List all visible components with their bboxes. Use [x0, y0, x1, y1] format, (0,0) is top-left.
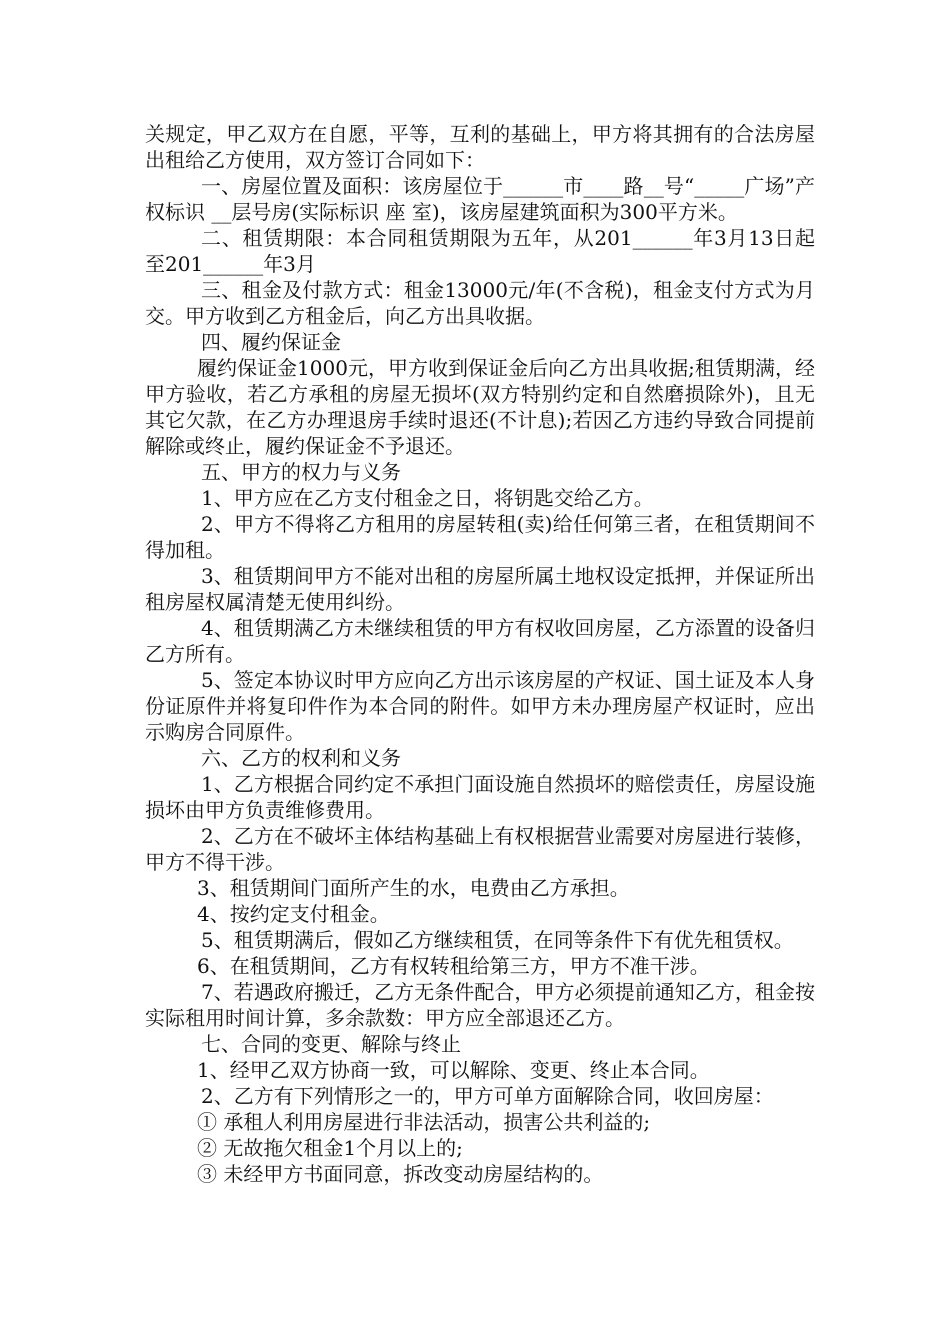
clause-6-item-5: 5、租赁期满后，假如乙方继续租赁，在同等条件下有优先租赁权。: [201, 928, 794, 952]
clause-6-heading: 六、乙方的权利和义务: [201, 746, 401, 770]
paragraph-intro: 关规定，甲乙双方在自愿，平等，互利的基础上，甲方将其拥有的合法房屋出租给乙方使用，双方签订合同如下：: [145, 122, 815, 172]
clause-7-sub-3: ③ 未经甲方书面同意，拆改变动房屋结构的。: [197, 1162, 604, 1186]
clause-7-item-2: 2、乙方有下列情形之一的，甲方可单方面解除合同，收回房屋：: [201, 1084, 774, 1108]
clause-5-item-3: 3、租赁期间甲方不能对出租的房屋所属土地权设定抵押，并保证所出租房屋权属清楚无使用纠纷。: [145, 564, 815, 614]
clause-5-heading: 五、甲方的权力与义务: [201, 460, 401, 484]
clause-7-sub-2: ② 无故拖欠租金1个月以上的;: [197, 1136, 463, 1160]
clause-6-item-3: 3、租赁期间门面所产生的水，电费由乙方承担。: [197, 876, 630, 900]
clause-5-item-2: 2、甲方不得将乙方租用的房屋转租(卖)给任何第三者，在租赁期间不得加租。: [145, 512, 815, 562]
clause-2-lease-term: 二、租赁期限：本合同租赁期限为五年，从201______年3月13日起至201______年3月: [145, 226, 815, 276]
clause-5-item-1: 1、甲方应在乙方支付租金之日，将钥匙交给乙方。: [201, 486, 654, 510]
clause-5-item-5: 5、签定本协议时甲方应向乙方出示该房屋的产权证、国土证及本人身份证原件并将复印件作为本合同的附件。如甲方未办理房屋产权证时，应出示购房合同原件。: [145, 668, 815, 744]
clause-6-item-4: 4、按约定支付租金。: [197, 902, 390, 926]
clause-6-item-6: 6、在租赁期间，乙方有权转租给第三方，甲方不准干涉。: [197, 954, 710, 978]
clause-1-location-area: 一、房屋位置及面积：该房屋位于______市____路__号“_____广场”产权标识 __层号房(实际标识 座 室)，该房屋建筑面积为300平方米。: [145, 174, 815, 224]
clause-7-item-1: 1、经甲乙双方协商一致，可以解除、变更、终止本合同。: [197, 1058, 710, 1082]
clause-5-item-4: 4、租赁期满乙方未继续租赁的甲方有权收回房屋，乙方添置的设备归乙方所有。: [145, 616, 815, 666]
clause-6-item-1: 1、乙方根据合同约定不承担门面设施自然损坏的赔偿责任，房屋设施损坏由甲方负责维修费用。: [145, 772, 815, 822]
clause-4-deposit: 履约保证金1000元，甲方收到保证金后向乙方出具收据;租赁期满，经甲方验收，若乙方承租的房屋无损坏(双方特别约定和自然磨损除外)，且无其它欠款，在乙方办理退房手续时退还(不计息);若因乙方违约导致合同提前解除或终止，履约保证金不予退还。: [145, 356, 815, 458]
clause-7-sub-1: ① 承租人利用房屋进行非法活动，损害公共利益的;: [197, 1110, 651, 1134]
clause-6-item-2: 2、乙方在不破坏主体结构基础上有权根据营业需要对房屋进行装修，甲方不得干涉。: [145, 824, 815, 874]
clause-7-heading: 七、合同的变更、解除与终止: [201, 1032, 461, 1056]
clause-3-rent-payment: 三、租金及付款方式：租金13000元/年(不含税)，租金支付方式为月交。甲方收到乙方租金后，向乙方出具收据。: [145, 278, 815, 328]
clause-4-heading: 四、履约保证金: [201, 330, 341, 354]
contract-body: [145, 121, 815, 1187]
clause-6-item-7: 7、若遇政府搬迁，乙方无条件配合，甲方必须提前通知乙方，租金按实际租用时间计算，多余款数：甲方应全部退还乙方。: [145, 980, 815, 1030]
